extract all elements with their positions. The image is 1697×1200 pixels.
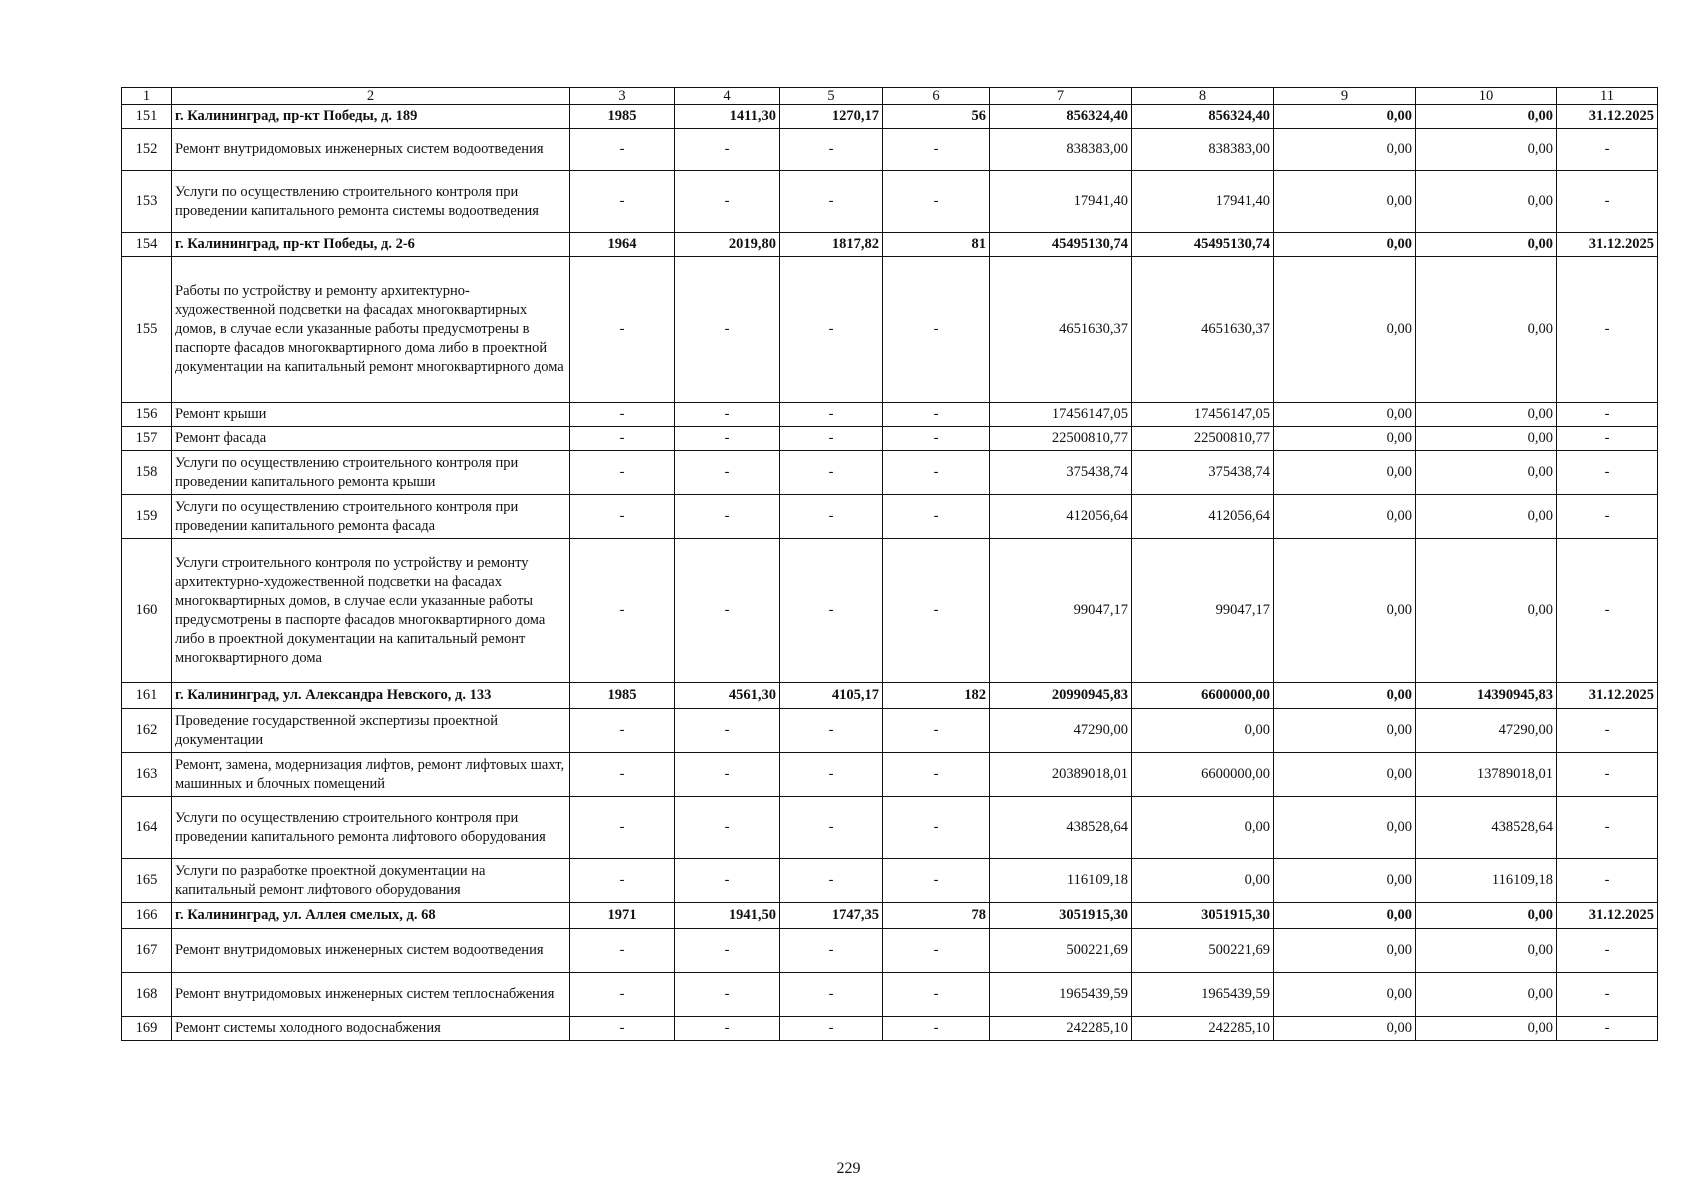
column-header: 7 [990,88,1132,105]
row-number: 155 [122,257,172,403]
area-total: - [675,171,780,233]
residents: 56 [883,105,990,129]
area-living: 1747,35 [780,903,883,929]
area-living: - [780,973,883,1017]
area-total: - [675,129,780,171]
area-living: - [780,709,883,753]
address-row [122,233,1658,257]
area-living: - [780,495,883,539]
row-number: 152 [122,129,172,171]
work-description: Ремонт внутридомовых инженерных систем водоотведения [172,129,570,171]
residents: - [883,257,990,403]
row-number: 154 [122,233,172,257]
area-living: 1270,17 [780,105,883,129]
cost-total: 45495130,74 [990,233,1132,257]
residents: - [883,1017,990,1041]
cost-owners: 0,00 [1416,903,1557,929]
year: - [570,451,675,495]
area-total: - [675,451,780,495]
deadline: - [1557,495,1658,539]
row-number: 162 [122,709,172,753]
year: - [570,859,675,903]
cost-total: 500221,69 [990,929,1132,973]
cost-total: 438528,64 [990,797,1132,859]
cost-total: 838383,00 [990,129,1132,171]
area-living: - [780,451,883,495]
area-living: - [780,171,883,233]
work-row [122,973,1658,1017]
cost-budget: 0,00 [1274,709,1416,753]
cost-fund: 17456147,05 [1132,403,1274,427]
year: - [570,973,675,1017]
area-total: - [675,1017,780,1041]
cost-budget: 0,00 [1274,233,1416,257]
cost-budget: 0,00 [1274,403,1416,427]
column-header: 10 [1416,88,1557,105]
year: - [570,929,675,973]
cost-total: 20389018,01 [990,753,1132,797]
cost-budget: 0,00 [1274,171,1416,233]
cost-owners: 0,00 [1416,451,1557,495]
work-row [122,403,1658,427]
work-row [122,1017,1658,1041]
residents: - [883,495,990,539]
area-total: 2019,80 [675,233,780,257]
work-row [122,929,1658,973]
cost-budget: 0,00 [1274,929,1416,973]
address-row [122,903,1658,929]
work-row [122,257,1658,403]
deadline: - [1557,451,1658,495]
address-row [122,683,1658,709]
cost-total: 3051915,30 [990,903,1132,929]
cost-budget: 0,00 [1274,1017,1416,1041]
cost-fund: 500221,69 [1132,929,1274,973]
work-description: Услуги по осуществлению строительного контроля при проведении капитального ремонта лифтового оборудования [172,797,570,859]
cost-total: 47290,00 [990,709,1132,753]
cost-owners: 0,00 [1416,929,1557,973]
cost-fund: 0,00 [1132,797,1274,859]
deadline: 31.12.2025 [1557,903,1658,929]
residents: 78 [883,903,990,929]
cost-owners: 14390945,83 [1416,683,1557,709]
deadline: - [1557,539,1658,683]
deadline: - [1557,973,1658,1017]
area-total: - [675,797,780,859]
work-description: г. Калининград, ул. Александра Невского, д. 133 [172,683,570,709]
year: - [570,753,675,797]
year: - [570,403,675,427]
cost-owners: 47290,00 [1416,709,1557,753]
deadline: - [1557,171,1658,233]
cost-owners: 0,00 [1416,427,1557,451]
column-header: 1 [122,88,172,105]
area-total: - [675,709,780,753]
cost-fund: 99047,17 [1132,539,1274,683]
area-living: - [780,129,883,171]
residents: - [883,859,990,903]
area-total: - [675,257,780,403]
year: 1964 [570,233,675,257]
deadline: - [1557,753,1658,797]
deadline: 31.12.2025 [1557,233,1658,257]
work-row [122,129,1658,171]
work-description: Проведение государственной экспертизы проектной документации [172,709,570,753]
work-description: Ремонт крыши [172,403,570,427]
deadline: - [1557,403,1658,427]
residents: - [883,929,990,973]
cost-budget: 0,00 [1274,495,1416,539]
area-living: - [780,403,883,427]
cost-fund: 0,00 [1132,709,1274,753]
cost-owners: 0,00 [1416,973,1557,1017]
cost-budget: 0,00 [1274,973,1416,1017]
cost-fund: 4651630,37 [1132,257,1274,403]
year: - [570,257,675,403]
address-row [122,105,1658,129]
year: - [570,427,675,451]
deadline: - [1557,427,1658,451]
area-living: - [780,797,883,859]
row-number: 157 [122,427,172,451]
work-row [122,709,1658,753]
cost-fund: 412056,64 [1132,495,1274,539]
work-description: Услуги по осуществлению строительного контроля при проведении капитального ремонта системы водоотведения [172,171,570,233]
work-row [122,451,1658,495]
column-header: 11 [1557,88,1658,105]
cost-owners: 116109,18 [1416,859,1557,903]
deadline: - [1557,859,1658,903]
residents: - [883,753,990,797]
cost-owners: 0,00 [1416,257,1557,403]
cost-owners: 13789018,01 [1416,753,1557,797]
cost-total: 99047,17 [990,539,1132,683]
area-living: - [780,1017,883,1041]
cost-owners: 0,00 [1416,1017,1557,1041]
deadline: - [1557,129,1658,171]
column-header: 8 [1132,88,1274,105]
deadline: - [1557,1017,1658,1041]
year: - [570,129,675,171]
cost-fund: 1965439,59 [1132,973,1274,1017]
area-living: - [780,929,883,973]
cost-fund: 0,00 [1132,859,1274,903]
area-total: - [675,753,780,797]
year: 1985 [570,105,675,129]
area-total: 1411,30 [675,105,780,129]
work-description: Ремонт, замена, модернизация лифтов, ремонт лифтовых шахт, машинных и блочных помещений [172,753,570,797]
work-description: г. Калининград, ул. Аллея смелых, д. 68 [172,903,570,929]
row-number: 156 [122,403,172,427]
work-description: г. Калининград, пр-кт Победы, д. 2-6 [172,233,570,257]
residents: - [883,129,990,171]
cost-owners: 0,00 [1416,171,1557,233]
work-description: Ремонт внутридомовых инженерных систем теплоснабжения [172,973,570,1017]
area-living: - [780,427,883,451]
area-total: - [675,859,780,903]
cost-fund: 6600000,00 [1132,683,1274,709]
cost-total: 17456147,05 [990,403,1132,427]
cost-fund: 3051915,30 [1132,903,1274,929]
cost-owners: 0,00 [1416,105,1557,129]
cost-owners: 0,00 [1416,495,1557,539]
cost-budget: 0,00 [1274,257,1416,403]
row-number: 151 [122,105,172,129]
row-number: 169 [122,1017,172,1041]
area-total: - [675,495,780,539]
column-header: 6 [883,88,990,105]
cost-owners: 438528,64 [1416,797,1557,859]
year: 1985 [570,683,675,709]
cost-budget: 0,00 [1274,105,1416,129]
cost-total: 116109,18 [990,859,1132,903]
cost-total: 22500810,77 [990,427,1132,451]
area-total: 4561,30 [675,683,780,709]
area-total: - [675,973,780,1017]
year: - [570,709,675,753]
work-row [122,797,1658,859]
cost-total: 856324,40 [990,105,1132,129]
column-header: 4 [675,88,780,105]
row-number: 167 [122,929,172,973]
works-table [121,87,1658,1041]
row-number: 163 [122,753,172,797]
residents: - [883,539,990,683]
work-row [122,427,1658,451]
row-number: 168 [122,973,172,1017]
work-description: Услуги строительного контроля по устройству и ремонту архитектурно-художественной подсветки на фасадах многоквартирных домов, в случае если указанные работы предусмотрены в паспорте фасадов многоквартирного дома либо в проектной документации на капитальный ремонт многоквартирного дома [172,539,570,683]
year: - [570,171,675,233]
cost-fund: 838383,00 [1132,129,1274,171]
cost-total: 1965439,59 [990,973,1132,1017]
year: - [570,1017,675,1041]
work-description: Услуги по разработке проектной документации на капитальный ремонт лифтового оборудования [172,859,570,903]
column-header: 3 [570,88,675,105]
page-number: 229 [836,1160,861,1177]
year: - [570,495,675,539]
cost-budget: 0,00 [1274,753,1416,797]
area-living: - [780,753,883,797]
column-header-row [122,88,1658,105]
cost-fund: 242285,10 [1132,1017,1274,1041]
year: - [570,539,675,683]
year: - [570,797,675,859]
work-description: Ремонт системы холодного водоснабжения [172,1017,570,1041]
area-living: - [780,859,883,903]
column-header: 5 [780,88,883,105]
cost-owners: 0,00 [1416,129,1557,171]
area-living: - [780,539,883,683]
cost-budget: 0,00 [1274,859,1416,903]
residents: - [883,451,990,495]
cost-fund: 22500810,77 [1132,427,1274,451]
deadline: 31.12.2025 [1557,683,1658,709]
residents: - [883,973,990,1017]
cost-total: 20990945,83 [990,683,1132,709]
column-header: 9 [1274,88,1416,105]
area-total: - [675,427,780,451]
residents: 182 [883,683,990,709]
area-total: 1941,50 [675,903,780,929]
row-number: 158 [122,451,172,495]
work-description: Ремонт фасада [172,427,570,451]
work-description: Услуги по осуществлению строительного контроля при проведении капитального ремонта фасада [172,495,570,539]
year: 1971 [570,903,675,929]
work-description: г. Калининград, пр-кт Победы, д. 189 [172,105,570,129]
row-number: 159 [122,495,172,539]
residents: 81 [883,233,990,257]
cost-total: 242285,10 [990,1017,1132,1041]
cost-budget: 0,00 [1274,427,1416,451]
cost-fund: 6600000,00 [1132,753,1274,797]
residents: - [883,709,990,753]
work-row [122,753,1658,797]
cost-budget: 0,00 [1274,129,1416,171]
work-description: Услуги по осуществлению строительного контроля при проведении капитального ремонта крыши [172,451,570,495]
cost-total: 17941,40 [990,171,1132,233]
work-row [122,859,1658,903]
area-living: 4105,17 [780,683,883,709]
cost-total: 375438,74 [990,451,1132,495]
cost-fund: 856324,40 [1132,105,1274,129]
area-living: 1817,82 [780,233,883,257]
cost-total: 4651630,37 [990,257,1132,403]
deadline: 31.12.2025 [1557,105,1658,129]
cost-owners: 0,00 [1416,403,1557,427]
area-total: - [675,539,780,683]
column-header: 2 [172,88,570,105]
cost-budget: 0,00 [1274,451,1416,495]
cost-budget: 0,00 [1274,903,1416,929]
deadline: - [1557,929,1658,973]
row-number: 166 [122,903,172,929]
residents: - [883,427,990,451]
row-number: 165 [122,859,172,903]
cost-fund: 17941,40 [1132,171,1274,233]
cost-fund: 45495130,74 [1132,233,1274,257]
cost-budget: 0,00 [1274,539,1416,683]
residents: - [883,403,990,427]
row-number: 164 [122,797,172,859]
cost-budget: 0,00 [1274,683,1416,709]
deadline: - [1557,797,1658,859]
work-description: Ремонт внутридомовых инженерных систем водоотведения [172,929,570,973]
cost-owners: 0,00 [1416,233,1557,257]
area-total: - [675,403,780,427]
area-living: - [780,257,883,403]
area-total: - [675,929,780,973]
deadline: - [1557,257,1658,403]
residents: - [883,797,990,859]
cost-fund: 375438,74 [1132,451,1274,495]
row-number: 153 [122,171,172,233]
work-row [122,539,1658,683]
residents: - [883,171,990,233]
work-row [122,171,1658,233]
work-row [122,495,1658,539]
row-number: 161 [122,683,172,709]
deadline: - [1557,709,1658,753]
cost-budget: 0,00 [1274,797,1416,859]
work-description: Работы по устройству и ремонту архитектурно-художественной подсветки на фасадах многоквартирных домов, в случае если указанные работы предусмотрены в паспорте фасадов многоквартирного дома либо в проектной документации на капитальный ремонт многоквартирного дома [172,257,570,403]
cost-owners: 0,00 [1416,539,1557,683]
row-number: 160 [122,539,172,683]
cost-total: 412056,64 [990,495,1132,539]
